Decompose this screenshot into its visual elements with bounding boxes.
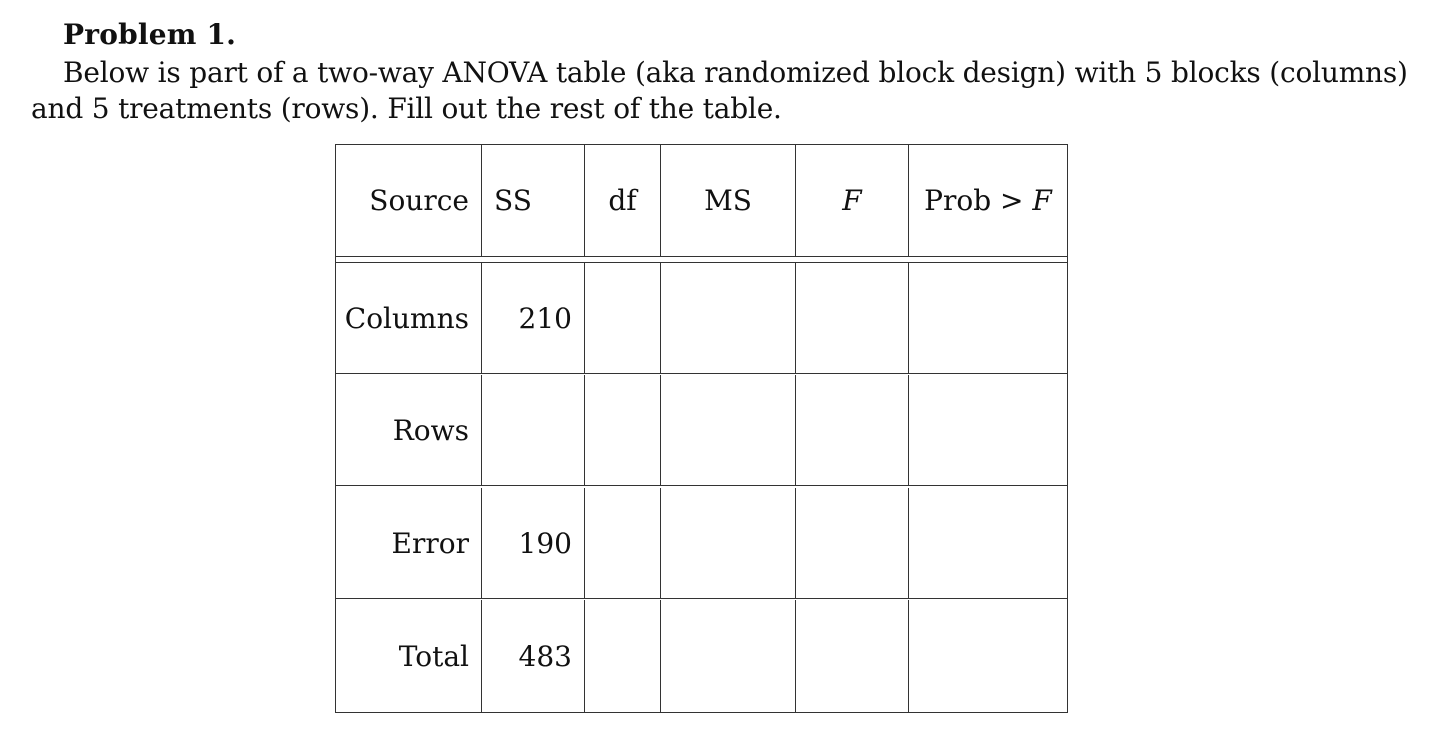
row-ss [482,375,585,485]
row-ms [661,375,796,485]
row-df [585,375,661,485]
row-df [585,600,661,712]
row-f [796,600,909,712]
row-prob [909,488,1067,598]
header-f: F [796,145,909,256]
header-ms: MS [661,145,796,256]
table-row-columns [336,263,1067,374]
table-header-row [336,145,1067,257]
row-source: Rows [336,375,482,485]
header-ss: SS [482,145,585,256]
row-prob [909,263,1067,373]
row-df [585,488,661,598]
row-f [796,375,909,485]
problem-text-line-2: and 5 treatments (rows). Fill out the rest of the table. [31,92,782,125]
row-prob [909,375,1067,485]
row-f [796,263,909,373]
row-source: Error [336,488,482,598]
header-df: df [585,145,661,256]
row-ss: 210 [482,263,585,373]
table-row-rows [336,375,1067,486]
row-df [585,263,661,373]
problem-title: Problem 1. [63,18,237,51]
table-row-error [336,488,1067,599]
problem-text-line-1: Below is part of a two-way ANOVA table (aka randomized block design) with 5 blocks (columns) [63,56,1408,89]
row-source: Columns [336,263,482,373]
header-prob-f [909,145,1067,256]
anova-table [335,144,1068,713]
row-source: Total [336,600,482,712]
row-f [796,488,909,598]
table-row-total [336,600,1067,712]
header-prob-f-symbol: F [1032,184,1052,217]
row-ss: 190 [482,488,585,598]
header-prob-prefix: Prob > [924,184,1024,217]
row-ms [661,600,796,712]
row-prob [909,600,1067,712]
header-source: Source [336,145,482,256]
row-ss: 483 [482,600,585,712]
row-ms [661,263,796,373]
row-ms [661,488,796,598]
